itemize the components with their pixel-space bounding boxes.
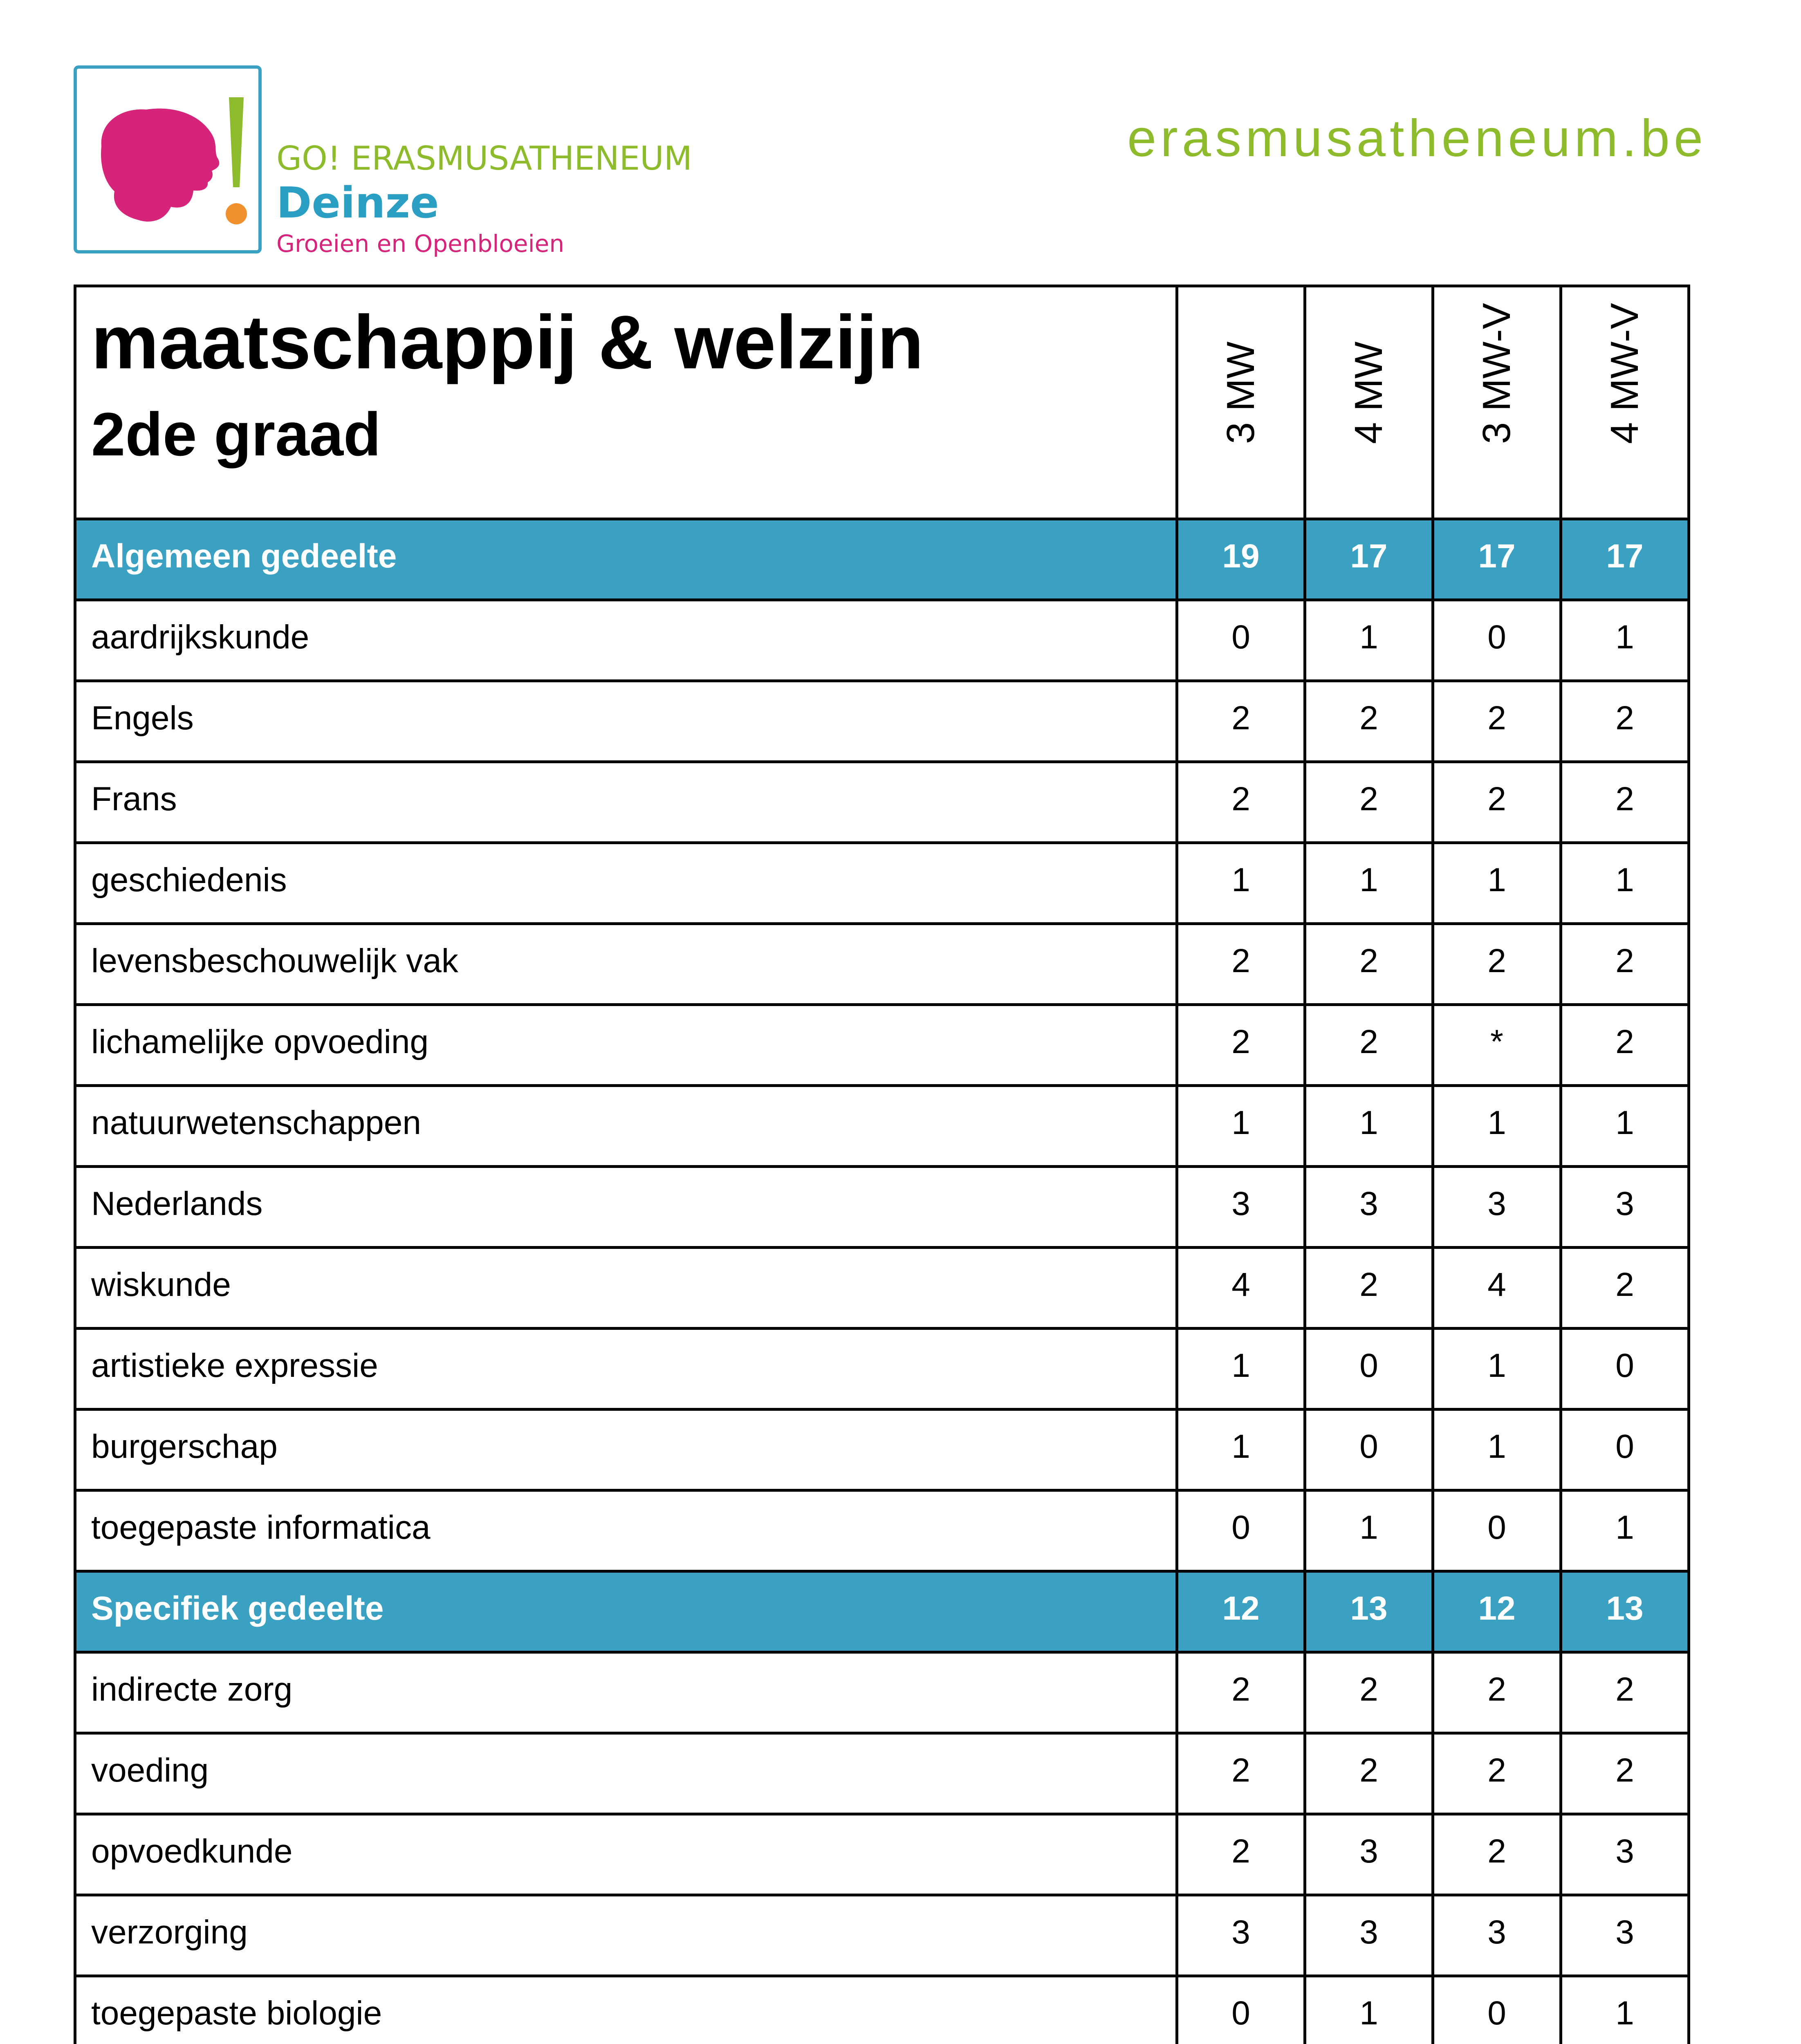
hours-cell: 2: [1305, 1733, 1433, 1814]
hours-cell: 3: [1177, 1895, 1305, 1976]
table-header-row: [75, 286, 1689, 519]
column-header-label: 3 MW: [1219, 341, 1263, 444]
table-row: [75, 681, 1689, 762]
hours-cell: 1: [1561, 843, 1689, 924]
hours-cell: 3: [1561, 1167, 1689, 1248]
hours-cell: 2: [1177, 924, 1305, 1005]
table-row: [75, 1490, 1689, 1571]
table-body: [75, 519, 1689, 2044]
hours-cell: 2: [1561, 762, 1689, 843]
table-row: [75, 1167, 1689, 1248]
table-row: [75, 1410, 1689, 1490]
hours-cell: 2: [1177, 681, 1305, 762]
school-name: GO! ERASMUSATHENEUM: [276, 139, 692, 177]
table-row: [75, 1248, 1689, 1329]
hours-cell: 2: [1433, 681, 1561, 762]
subject-name: burgerschap: [75, 1410, 1177, 1490]
subject-name: lichamelijke opvoeding: [75, 1005, 1177, 1086]
table-title-cell: [75, 286, 1177, 519]
hours-cell: 2: [1433, 924, 1561, 1005]
hours-cell: 3: [1561, 1814, 1689, 1895]
hours-cell: 2: [1561, 681, 1689, 762]
hours-cell: 1: [1433, 843, 1561, 924]
hours-cell: 0: [1177, 600, 1305, 681]
subject-name: toegepaste biologie: [75, 1976, 1177, 2044]
subject-name: Specifiek gedeelte: [75, 1571, 1177, 1652]
hours-cell: 17: [1433, 519, 1561, 600]
hours-cell: 2: [1177, 1005, 1305, 1086]
hours-cell: 1: [1305, 1490, 1433, 1571]
hours-cell: 0: [1561, 1329, 1689, 1410]
subject-name: Nederlands: [75, 1167, 1177, 1248]
hours-cell: 3: [1305, 1895, 1433, 1976]
hours-cell: 2: [1305, 1005, 1433, 1086]
hours-cell: 2: [1305, 681, 1433, 762]
hours-cell: 1: [1305, 1976, 1433, 2044]
hours-cell: 1: [1177, 1329, 1305, 1410]
page-title: maatschappij & welzijn: [91, 300, 924, 385]
subject-name: indirecte zorg: [75, 1652, 1177, 1733]
hours-cell: *: [1433, 1005, 1561, 1086]
table-row: [75, 1329, 1689, 1410]
table-row: [75, 1005, 1689, 1086]
hours-cell: 2: [1305, 1248, 1433, 1329]
hours-cell: 17: [1561, 519, 1689, 600]
hours-cell: 1: [1305, 843, 1433, 924]
lessentabel: [74, 285, 1690, 2044]
hours-cell: 2: [1177, 1733, 1305, 1814]
hours-cell: 3: [1561, 1895, 1689, 1976]
hours-cell: 2: [1433, 1652, 1561, 1733]
column-header-label: 4 MW: [1347, 341, 1391, 444]
hours-cell: 0: [1177, 1490, 1305, 1571]
subject-name: artistieke expressie: [75, 1329, 1177, 1410]
subject-name: toegepaste informatica: [75, 1490, 1177, 1571]
hours-cell: 0: [1305, 1329, 1433, 1410]
hours-cell: 2: [1433, 762, 1561, 843]
table-row: [75, 1086, 1689, 1167]
subject-name: opvoedkunde: [75, 1814, 1177, 1895]
hours-cell: 2: [1561, 1652, 1689, 1733]
column-header-label: 4 MW-V: [1603, 303, 1646, 444]
table-row: [75, 924, 1689, 1005]
hours-cell: 2: [1561, 1733, 1689, 1814]
logo-text: [276, 139, 692, 260]
hours-cell: 2: [1305, 1652, 1433, 1733]
hours-cell: 1: [1433, 1329, 1561, 1410]
subject-name: voeding: [75, 1733, 1177, 1814]
page-subtitle: 2de graad: [91, 400, 381, 468]
hours-cell: 2: [1305, 924, 1433, 1005]
hours-cell: 3: [1433, 1895, 1561, 1976]
school-logo: [74, 65, 262, 253]
hours-cell: 1: [1433, 1086, 1561, 1167]
subject-name: Engels: [75, 681, 1177, 762]
hours-cell: 1: [1561, 1490, 1689, 1571]
subject-name: Algemeen gedeelte: [75, 519, 1177, 600]
subject-name: levensbeschouwelijk vak: [75, 924, 1177, 1005]
hours-cell: 3: [1433, 1167, 1561, 1248]
school-city: Deinze: [276, 178, 439, 228]
hours-cell: 1: [1561, 600, 1689, 681]
column-header: [1433, 286, 1561, 519]
subject-name: natuurwetenschappen: [75, 1086, 1177, 1167]
section-row: [75, 519, 1689, 600]
subject-name: verzorging: [75, 1895, 1177, 1976]
column-header-label: 3 MW-V: [1475, 303, 1518, 444]
subject-name: wiskunde: [75, 1248, 1177, 1329]
table-row: [75, 1733, 1689, 1814]
table-row: [75, 1976, 1689, 2044]
hours-cell: 3: [1305, 1167, 1433, 1248]
subject-name: geschiedenis: [75, 843, 1177, 924]
hours-cell: 0: [1561, 1410, 1689, 1490]
website-link[interactable]: erasmusatheneum.be: [1127, 109, 1707, 168]
table-row: [75, 1652, 1689, 1733]
hours-cell: 2: [1433, 1814, 1561, 1895]
hours-cell: 13: [1561, 1571, 1689, 1652]
hours-cell: 1: [1177, 1086, 1305, 1167]
head-exclamation-logo-icon: [77, 69, 258, 250]
hours-cell: 1: [1177, 1410, 1305, 1490]
hours-cell: 12: [1433, 1571, 1561, 1652]
hours-cell: 2: [1433, 1733, 1561, 1814]
hours-cell: 4: [1433, 1248, 1561, 1329]
hours-cell: 2: [1561, 924, 1689, 1005]
hours-cell: 2: [1177, 1814, 1305, 1895]
school-slogan: Groeien en Openbloeien: [276, 230, 565, 258]
hours-cell: 17: [1305, 519, 1433, 600]
hours-cell: 1: [1305, 600, 1433, 681]
section-row: [75, 1571, 1689, 1652]
column-header: [1305, 286, 1433, 519]
table-row: [75, 600, 1689, 681]
hours-cell: 4: [1177, 1248, 1305, 1329]
table-row: [75, 762, 1689, 843]
hours-cell: 1: [1305, 1086, 1433, 1167]
hours-cell: 0: [1177, 1976, 1305, 2044]
hours-cell: 0: [1305, 1410, 1433, 1490]
hours-cell: 3: [1305, 1814, 1433, 1895]
hours-cell: 2: [1177, 1652, 1305, 1733]
hours-cell: 13: [1305, 1571, 1433, 1652]
hours-cell: 1: [1561, 1086, 1689, 1167]
hours-cell: 0: [1433, 600, 1561, 681]
table-row: [75, 843, 1689, 924]
subject-name: Frans: [75, 762, 1177, 843]
hours-cell: 2: [1561, 1005, 1689, 1086]
table-row: [75, 1895, 1689, 1976]
column-header: [1561, 286, 1689, 519]
hours-cell: 0: [1433, 1976, 1561, 2044]
hours-cell: 0: [1433, 1490, 1561, 1571]
hours-cell: 12: [1177, 1571, 1305, 1652]
column-header: [1177, 286, 1305, 519]
hours-cell: 3: [1177, 1167, 1305, 1248]
hours-cell: 2: [1561, 1248, 1689, 1329]
hours-cell: 1: [1561, 1976, 1689, 2044]
hours-cell: 19: [1177, 519, 1305, 600]
hours-cell: 2: [1305, 762, 1433, 843]
table-row: [75, 1814, 1689, 1895]
hours-cell: 2: [1177, 762, 1305, 843]
subject-name: aardrijkskunde: [75, 600, 1177, 681]
hours-cell: 1: [1433, 1410, 1561, 1490]
hours-cell: 1: [1177, 843, 1305, 924]
